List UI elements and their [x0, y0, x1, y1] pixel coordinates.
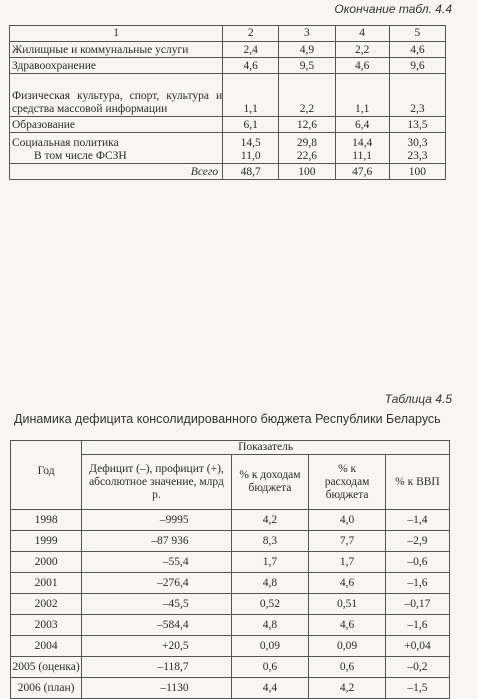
- row-label: Всего: [10, 164, 223, 180]
- table-cell: 0,6: [231, 657, 309, 678]
- table-cell: 0,51: [309, 594, 386, 615]
- table-cell: 2,4: [223, 42, 279, 58]
- table-cell: 9,6: [389, 58, 445, 74]
- table-cell: –45,5: [82, 594, 231, 615]
- cell-line: 22,6: [296, 150, 317, 162]
- table-cell: [279, 133, 335, 164]
- table-title: Динамика дефицита консолидированного бюджета Республики Беларусь: [14, 412, 441, 426]
- table-cell: 4,8: [231, 615, 309, 636]
- table-cell: 13,5: [389, 117, 445, 133]
- table-row: [10, 58, 446, 74]
- cell-line: 11,1: [352, 150, 372, 162]
- table-cell: 47,6: [335, 164, 389, 180]
- table-cell: –9995: [82, 510, 231, 531]
- table-cell: [223, 133, 279, 164]
- row-label: Жилищные и коммунальные услуги: [10, 42, 223, 58]
- table-total-row: [10, 164, 446, 180]
- row-label: [10, 133, 223, 164]
- table-cell: 7,7: [309, 531, 386, 552]
- year-cell: 2005 (оценка): [11, 657, 82, 678]
- cell-line: 30,3: [407, 137, 428, 149]
- table-cell: 4,4: [231, 678, 309, 699]
- table-row: [11, 657, 450, 678]
- table-row: [11, 573, 450, 594]
- table-cell: 4,2: [231, 510, 309, 531]
- table-cell: [389, 133, 445, 164]
- table-cell: –1130: [82, 678, 231, 699]
- table-cell: 100: [279, 164, 335, 180]
- col-header: Дефицит (–), профицит (+), абсолютное значение, млрд р.: [82, 455, 231, 510]
- table-row: [10, 42, 446, 58]
- table-cell: 4,8: [231, 573, 309, 594]
- table-row: [11, 678, 450, 699]
- table-continuation-caption: Окончание табл. 4.4: [334, 2, 452, 16]
- table-cell: 0,6: [309, 657, 386, 678]
- table-4-4: [9, 25, 446, 180]
- table-header-row: [11, 441, 450, 455]
- header-cell: 5: [389, 26, 445, 42]
- table-cell: 2,3: [389, 74, 445, 117]
- table-cell: 6,1: [223, 117, 279, 133]
- col-header: % к расходам бюджета: [309, 455, 386, 510]
- table-cell: 2,2: [335, 42, 389, 58]
- table-row: [11, 552, 450, 573]
- table-cell: 0,52: [231, 594, 309, 615]
- table-cell: 0,09: [231, 636, 309, 657]
- table-cell: 9,5: [279, 58, 335, 74]
- table-4-5: [10, 440, 450, 699]
- table-row: [11, 615, 450, 636]
- table-row: [11, 594, 450, 615]
- year-cell: 2001: [11, 573, 82, 594]
- cell-line: 29,8: [296, 137, 317, 149]
- table-cell: –1,5: [385, 678, 449, 699]
- table-cell: [335, 133, 389, 164]
- table-cell: 4,6: [309, 573, 386, 594]
- table-cell: 4,0: [309, 510, 386, 531]
- table-cell: 0,09: [309, 636, 386, 657]
- table-header-row: [10, 26, 446, 42]
- table-cell: 1,7: [309, 552, 386, 573]
- table-cell: –276,4: [82, 573, 231, 594]
- year-cell: 2000: [11, 552, 82, 573]
- table-cell: –0,6: [385, 552, 449, 573]
- table-cell: –55,4: [82, 552, 231, 573]
- table-row: [10, 74, 446, 117]
- table-cell: 4,6: [389, 42, 445, 58]
- table-cell: –1,6: [385, 573, 449, 594]
- table-cell: –0,17: [385, 594, 449, 615]
- year-header: Год: [11, 441, 82, 510]
- table-cell: –0,2: [385, 657, 449, 678]
- table-cell: 4,9: [279, 42, 335, 58]
- table-row: [11, 531, 450, 552]
- table-caption: Таблица 4.5: [384, 392, 452, 406]
- table-cell: +20,5: [82, 636, 231, 657]
- table-cell: –1,6: [385, 615, 449, 636]
- header-cell: 4: [335, 26, 389, 42]
- table-cell: 4,2: [309, 678, 386, 699]
- table-cell: 4,6: [223, 58, 279, 74]
- table-cell: 6,4: [335, 117, 389, 133]
- table-cell: –2,9: [385, 531, 449, 552]
- table-cell: –87 936: [82, 531, 231, 552]
- cell-line: 14,4: [352, 137, 373, 149]
- year-cell: 1999: [11, 531, 82, 552]
- header-cell: 1: [10, 26, 223, 42]
- header-cell: 3: [279, 26, 335, 42]
- table-cell: 1,1: [223, 74, 279, 117]
- table-cell: 48,7: [223, 164, 279, 180]
- group-header: Показатель: [82, 441, 450, 455]
- table-cell: 100: [389, 164, 445, 180]
- row-label: Образование: [10, 117, 223, 133]
- table-row: [11, 510, 450, 531]
- table-row: [11, 636, 450, 657]
- header-cell: 2: [223, 26, 279, 42]
- year-cell: 2003: [11, 615, 82, 636]
- table-cell: –1,4: [385, 510, 449, 531]
- table-cell: 1,1: [335, 74, 389, 117]
- table-cell: 4,6: [335, 58, 389, 74]
- col-header: % к ВВП: [385, 455, 449, 510]
- row-label-line: В том числе ФСЗН: [34, 150, 127, 162]
- table-row: [10, 133, 446, 164]
- row-label: Здравоохранение: [10, 58, 223, 74]
- row-label: Физическая культура, спорт, культура и средства массовой информации: [10, 74, 223, 117]
- cell-line: 11,0: [240, 150, 261, 162]
- year-cell: 2002: [11, 594, 82, 615]
- table-cell: 8,3: [231, 531, 309, 552]
- row-label-line: Социальная политика: [12, 137, 119, 149]
- year-cell: 2006 (план): [11, 678, 82, 699]
- col-header: % к доходам бюджета: [231, 455, 309, 510]
- table-cell: 2,2: [279, 74, 335, 117]
- table-cell: 1,7: [231, 552, 309, 573]
- year-cell: 2004: [11, 636, 82, 657]
- table-cell: –118,7: [82, 657, 231, 678]
- table-cell: 12,6: [279, 117, 335, 133]
- cell-line: 23,3: [407, 150, 428, 162]
- table-row: [10, 117, 446, 133]
- cell-line: 14,5: [240, 137, 261, 149]
- table-cell: +0,04: [385, 636, 449, 657]
- table-cell: –584,4: [82, 615, 231, 636]
- table-cell: 4,6: [309, 615, 386, 636]
- year-cell: 1998: [11, 510, 82, 531]
